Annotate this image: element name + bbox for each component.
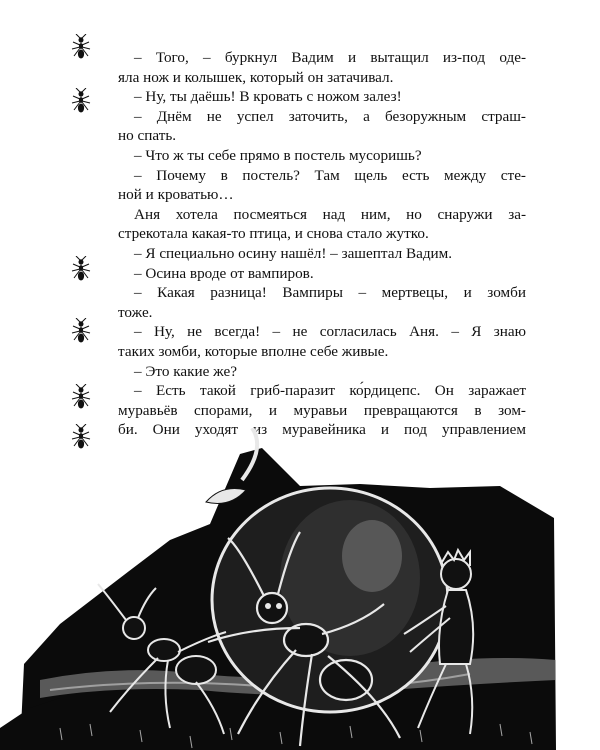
text-line: муравьёв спорами, и муравьи превращаются в зом- xyxy=(118,401,526,419)
ant-icon xyxy=(70,34,92,62)
ant-icon xyxy=(70,318,92,346)
text-line: тоже. xyxy=(118,303,153,321)
text-line: – Есть такой гриб-паразит ко́рдицепс. Он заражает xyxy=(134,382,526,400)
ant-icon xyxy=(70,256,92,284)
text-line: стрекотала какая-то птица, и снова стало жутко. xyxy=(118,225,429,243)
ant-icon xyxy=(70,384,92,412)
text-line: – Это какие же? xyxy=(134,362,237,380)
text-line: – Почему в постель? Там щель есть между сте- xyxy=(134,166,526,184)
text-line: – Какая разница! Вампиры – мертвецы, и зомби xyxy=(134,284,526,302)
story-illustration xyxy=(0,428,600,750)
text-line: ной и кроватью… xyxy=(118,186,234,204)
text-line: но спать. xyxy=(118,127,177,145)
text-line: – Я специально осину нашёл! – зашептал Вадим. xyxy=(134,244,453,262)
text-line: – Ну, не всегда! – не согласилась Аня. – Я знаю xyxy=(134,323,526,341)
text-line: – Ну, ты даёшь! В кровать с ножом залез! xyxy=(134,88,402,106)
text-line: – Того, – буркнул Вадим и вытащил из-под оде- xyxy=(134,49,526,66)
text-line: таких зомби, которые вполне себе живые. xyxy=(118,342,389,360)
text-line: яла нож и колышек, который он затачивал. xyxy=(118,68,394,86)
text-line: – Что ж ты себе прямо в постель мусоришь? xyxy=(134,146,422,164)
text-line: би. Они уходят из муравейника и под управлением xyxy=(118,421,526,439)
text-line: Аня хотела посмеяться над ним, но снаружи за- xyxy=(134,205,526,223)
body-text xyxy=(118,48,526,440)
text-line: – Осина вроде от вампиров. xyxy=(134,264,314,282)
text-line: – Днём не успел заточить, а безоружным страш- xyxy=(134,107,526,125)
ant-icon xyxy=(70,88,92,116)
